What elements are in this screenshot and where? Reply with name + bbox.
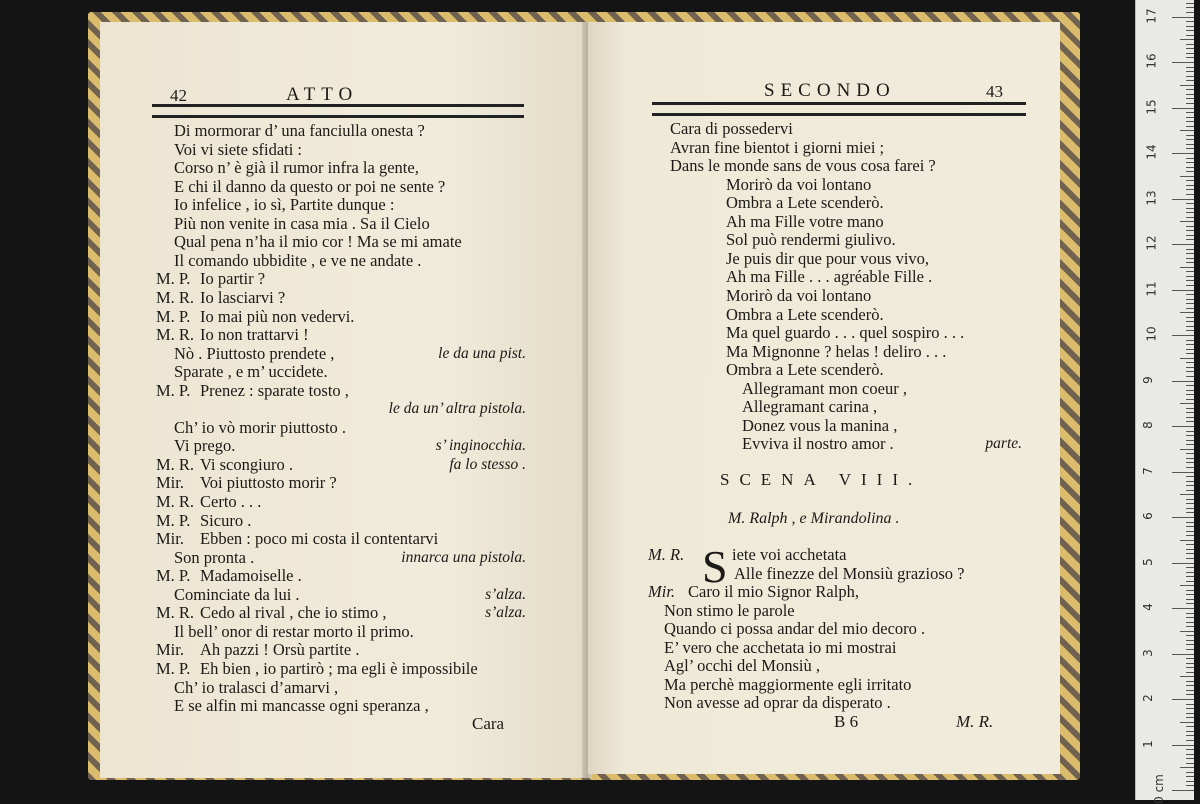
ruler-tick bbox=[1186, 235, 1194, 236]
speaker-label: M. P. bbox=[156, 566, 191, 586]
ruler-tick bbox=[1186, 390, 1194, 391]
ruler-tick bbox=[1172, 654, 1194, 655]
ruler-tick bbox=[1186, 330, 1194, 331]
ruler-tick bbox=[1186, 180, 1194, 181]
ruler-tick bbox=[1186, 94, 1194, 95]
verse-line: Eh bien , io partirò ; ma egli è impossibile bbox=[200, 658, 478, 678]
ruler-tick bbox=[1186, 408, 1194, 409]
verse-line: Cedo al rival , che io stimo , bbox=[200, 603, 387, 623]
verse-line: Ma Mignonne ? helas ! deliro . . . bbox=[726, 341, 947, 361]
ruler-tick bbox=[1186, 35, 1194, 36]
ruler-label: 14 bbox=[1144, 144, 1159, 160]
verse-line: Il bell’ onor di restar morto il primo. bbox=[174, 621, 414, 641]
ruler-tick bbox=[1186, 599, 1194, 600]
ruler-tick bbox=[1186, 212, 1194, 213]
ruler-tick bbox=[1186, 467, 1194, 468]
verse-line: Ah pazzi ! Orsù partite . bbox=[200, 640, 360, 660]
stage-direction: s’alza. bbox=[485, 604, 526, 622]
verse-line: Ma perchè maggiormente egli irritato bbox=[664, 674, 912, 694]
ruler-tick bbox=[1186, 726, 1194, 727]
ruler-tick bbox=[1186, 194, 1194, 195]
ruler-tick bbox=[1186, 376, 1194, 377]
ruler-tick bbox=[1186, 76, 1194, 77]
speaker-label: Mir. bbox=[156, 640, 184, 660]
ruler-label: 11 bbox=[1144, 280, 1159, 297]
ruler-tick bbox=[1186, 226, 1194, 227]
ruler-tick bbox=[1186, 317, 1194, 318]
verse-line: iete voi acchetata bbox=[732, 545, 847, 564]
ruler-label: 16 bbox=[1144, 53, 1159, 69]
ruler-tick bbox=[1186, 508, 1194, 509]
ruler-tick bbox=[1180, 403, 1194, 404]
ruler-tick bbox=[1186, 531, 1194, 532]
ruler-tick bbox=[1186, 785, 1194, 786]
ruler-tick bbox=[1186, 189, 1194, 190]
ruler-tick bbox=[1186, 581, 1194, 582]
ruler-tick bbox=[1186, 776, 1194, 777]
speaker-label: M. R. bbox=[156, 492, 195, 511]
verse-line: Ah ma Fille . . . agréable Fille . bbox=[726, 267, 933, 287]
verse-line: Avran fine bientot i giorni miei ; bbox=[670, 137, 885, 157]
verse-line: Dans le monde sans de vous cosa farei ? bbox=[670, 156, 936, 176]
ruler-tick bbox=[1186, 249, 1194, 250]
ruler-tick bbox=[1186, 144, 1194, 145]
ruler-tick bbox=[1186, 558, 1194, 559]
ruler-tick bbox=[1186, 399, 1194, 400]
ruler-tick bbox=[1180, 631, 1194, 632]
right-page-number: 43 bbox=[986, 82, 1003, 101]
ruler-tick bbox=[1186, 644, 1194, 645]
scene-heading: SCENA VIII. bbox=[720, 470, 923, 489]
ruler-tick bbox=[1186, 590, 1194, 591]
ruler-tick bbox=[1180, 676, 1194, 677]
left-page-number: 42 bbox=[170, 86, 187, 105]
ruler-tick bbox=[1186, 649, 1194, 650]
ruler-label: 5 bbox=[1140, 557, 1155, 566]
verse-line: Corso n’ è già il rumor infra la gente, bbox=[174, 158, 419, 178]
verse-line: Io mai più non vedervi. bbox=[200, 306, 355, 326]
ruler-tick bbox=[1186, 704, 1194, 705]
ruler-tick bbox=[1186, 308, 1194, 309]
ruler-tick bbox=[1180, 767, 1194, 768]
ruler-tick bbox=[1186, 735, 1194, 736]
ruler-tick bbox=[1186, 499, 1194, 500]
verse-line: Io infelice , io sì, Partite dunque : bbox=[174, 195, 395, 215]
ruler-tick bbox=[1172, 199, 1194, 200]
stage-direction: le da un’ altra pistola. bbox=[388, 400, 526, 418]
ruler-tick bbox=[1186, 526, 1194, 527]
verse-line: Nò . Piuttosto prendete , bbox=[174, 343, 335, 363]
speaker-label: M. R. bbox=[648, 545, 685, 564]
ruler-tick bbox=[1186, 444, 1194, 445]
verse-line: Cara di possedervi bbox=[670, 119, 793, 138]
left-running-header: ATTO bbox=[286, 84, 359, 105]
verse-line: Vi scongiuro . bbox=[200, 454, 293, 474]
ruler-tick bbox=[1180, 176, 1194, 177]
ruler-label: 3 bbox=[1140, 648, 1155, 657]
ruler-tick bbox=[1186, 522, 1194, 523]
verse-line: Agl’ occhi del Monsiù , bbox=[664, 656, 820, 676]
ruler-label: 1 bbox=[1140, 739, 1155, 748]
ruler-tick bbox=[1186, 44, 1194, 45]
ruler-tick bbox=[1186, 681, 1194, 682]
speaker-label: M. P. bbox=[156, 269, 191, 289]
verse-line: Ebben : poco mi costa il contentarvi bbox=[200, 529, 439, 549]
verse-line: Son pronta . bbox=[174, 547, 255, 567]
ruler-tick bbox=[1186, 553, 1194, 554]
speaker-label: M. P. bbox=[156, 510, 191, 530]
right-catchword: M. R. bbox=[956, 712, 994, 731]
ruler-tick bbox=[1186, 121, 1194, 122]
speaker-label: Mir. bbox=[156, 473, 184, 493]
ruler-tick bbox=[1186, 617, 1194, 618]
ruler-tick bbox=[1186, 349, 1194, 350]
ruler-tick bbox=[1186, 67, 1194, 68]
verse-line: Di mormorar d’ una fanciulla onesta ? bbox=[174, 121, 425, 140]
ruler-tick bbox=[1186, 535, 1194, 536]
speaker-label: Mir. bbox=[648, 582, 676, 602]
verse-line: Più non venite in casa mia . Sa il Cielo bbox=[174, 213, 430, 233]
ruler-tick bbox=[1186, 321, 1194, 322]
ruler-tick bbox=[1180, 130, 1194, 131]
ruler-tick bbox=[1186, 731, 1194, 732]
ruler-tick bbox=[1172, 426, 1194, 427]
ruler-tick bbox=[1186, 185, 1194, 186]
left-catchword: Cara bbox=[472, 714, 505, 733]
ruler-tick bbox=[1186, 658, 1194, 659]
ruler-tick bbox=[1186, 21, 1194, 22]
ruler-tick bbox=[1186, 417, 1194, 418]
verse-line: Morirò da voi lontano bbox=[726, 174, 872, 194]
ruler-tick bbox=[1172, 381, 1194, 382]
verse-line: E se alfin mi mancasse ogni speranza , bbox=[174, 696, 429, 716]
verse-line: Allegramant mon coeur , bbox=[742, 378, 907, 398]
ruler-tick bbox=[1186, 326, 1194, 327]
ruler-tick bbox=[1186, 80, 1194, 81]
ruler-tick bbox=[1186, 117, 1194, 118]
ruler-label: 6 bbox=[1140, 512, 1155, 520]
ruler-tick bbox=[1172, 108, 1194, 109]
ruler-tick bbox=[1172, 244, 1194, 245]
ruler-tick bbox=[1186, 490, 1194, 491]
speaker-label: M. R. bbox=[156, 603, 195, 623]
speaker-label: Mir. bbox=[156, 529, 184, 549]
ruler-tick bbox=[1186, 453, 1194, 454]
ruler-tick bbox=[1186, 362, 1194, 363]
verse-line: Ch’ io vò morir piuttosto . bbox=[174, 417, 347, 437]
verse-line: Evviva il nostro amor . bbox=[742, 434, 894, 454]
ruler-tick bbox=[1186, 367, 1194, 368]
ruler-tick bbox=[1186, 781, 1194, 782]
ruler-tick bbox=[1186, 57, 1194, 58]
ruler-tick bbox=[1186, 754, 1194, 755]
ruler-tick bbox=[1186, 53, 1194, 54]
ruler-tick bbox=[1186, 412, 1194, 413]
ruler-tick bbox=[1186, 708, 1194, 709]
ruler-tick bbox=[1186, 713, 1194, 714]
ruler-tick bbox=[1186, 371, 1194, 372]
ruler-tick bbox=[1180, 267, 1194, 268]
ruler-tick bbox=[1186, 353, 1194, 354]
verse-line: Cominciate da lui . bbox=[174, 584, 300, 604]
ruler-tick bbox=[1186, 103, 1194, 104]
ruler-tick bbox=[1186, 303, 1194, 304]
ruler-tick bbox=[1186, 158, 1194, 159]
ruler-label: 10 bbox=[1144, 326, 1159, 342]
ruler-tick bbox=[1186, 613, 1194, 614]
ruler-tick bbox=[1186, 3, 1194, 4]
right-running-header: SECONDO bbox=[764, 80, 896, 101]
ruler-tick bbox=[1186, 285, 1194, 286]
verse-line: E chi il danno da questo or poi ne sente ? bbox=[174, 176, 446, 196]
ruler-tick bbox=[1186, 458, 1194, 459]
speaker-label: M. R. bbox=[156, 325, 195, 345]
ruler-tick bbox=[1186, 48, 1194, 49]
ruler-tick bbox=[1186, 635, 1194, 636]
ruler-tick bbox=[1186, 421, 1194, 422]
ruler-tick bbox=[1172, 62, 1194, 63]
ruler-tick bbox=[1180, 85, 1194, 86]
ruler-tick bbox=[1186, 135, 1194, 136]
ruler-tick bbox=[1186, 299, 1194, 300]
verse-line: Voi vi siete sfidati : bbox=[174, 139, 303, 159]
verse-line: Je puis dir que pour vous vivo, bbox=[726, 248, 930, 268]
ruler-tick bbox=[1186, 763, 1194, 764]
stage-direction: parte. bbox=[985, 435, 1022, 453]
ruler-tick bbox=[1186, 340, 1194, 341]
ruler-tick bbox=[1186, 758, 1194, 759]
ruler-tick bbox=[1180, 449, 1194, 450]
ruler-tick bbox=[1172, 335, 1194, 336]
left-page bbox=[100, 22, 586, 778]
ruler-tick bbox=[1172, 290, 1194, 291]
ruler-tick bbox=[1186, 749, 1194, 750]
ruler-tick bbox=[1186, 481, 1194, 482]
ruler-tick bbox=[1186, 435, 1194, 436]
ruler-label: 13 bbox=[1144, 189, 1159, 206]
left-header-rule bbox=[152, 104, 524, 118]
ruler-tick bbox=[1186, 208, 1194, 209]
ruler-tick bbox=[1186, 549, 1194, 550]
stage-direction: le da una pist. bbox=[438, 344, 526, 362]
ruler-tick bbox=[1186, 112, 1194, 113]
ruler-tick bbox=[1186, 772, 1194, 773]
ruler-tick bbox=[1186, 271, 1194, 272]
verse-line: Qual pena n’ha il mio cor ! Ma se mi amate bbox=[174, 232, 462, 252]
verse-line: Sicuro . bbox=[200, 510, 252, 530]
ruler-tick bbox=[1186, 162, 1194, 163]
ruler-tick bbox=[1186, 603, 1194, 604]
ruler-tick bbox=[1172, 472, 1194, 473]
ruler-tick bbox=[1186, 462, 1194, 463]
ruler-tick bbox=[1172, 563, 1194, 564]
ruler-tick bbox=[1186, 640, 1194, 641]
signature-mark: B 6 bbox=[834, 712, 859, 731]
verse-line: Quando ci possa andar del mio decoro . bbox=[664, 619, 926, 639]
speaker-label: M. R. bbox=[156, 454, 195, 474]
right-header-rule bbox=[652, 102, 1026, 116]
ruler-tick bbox=[1186, 685, 1194, 686]
ruler-tick bbox=[1186, 431, 1194, 432]
ruler-tick bbox=[1186, 26, 1194, 27]
ruler-tick bbox=[1186, 594, 1194, 595]
ruler-tick bbox=[1186, 239, 1194, 240]
ruler-tick bbox=[1172, 17, 1194, 18]
ruler-tick bbox=[1186, 503, 1194, 504]
ruler-tick bbox=[1186, 544, 1194, 545]
ruler-tick bbox=[1186, 203, 1194, 204]
ruler-tick bbox=[1186, 626, 1194, 627]
ruler-tick bbox=[1186, 663, 1194, 664]
verse-line: Allegramant carina , bbox=[742, 397, 878, 417]
ruler-tick bbox=[1186, 667, 1194, 668]
ruler-tick bbox=[1186, 98, 1194, 99]
ruler-tick bbox=[1180, 358, 1194, 359]
verse-line: Donez vous la manina , bbox=[742, 415, 898, 435]
ruler-tick bbox=[1172, 790, 1194, 791]
ruler-tick bbox=[1180, 585, 1194, 586]
ruler-tick bbox=[1180, 494, 1194, 495]
ruler-tick bbox=[1180, 540, 1194, 541]
ruler-tick bbox=[1186, 294, 1194, 295]
ruler-tick bbox=[1186, 258, 1194, 259]
ruler-tick bbox=[1186, 690, 1194, 691]
drop-cap: S bbox=[702, 541, 728, 592]
ruler-tick bbox=[1186, 89, 1194, 90]
ruler-tick bbox=[1186, 30, 1194, 31]
ruler-tick bbox=[1186, 344, 1194, 345]
ruler-label: 7 bbox=[1140, 466, 1155, 475]
verse-line: Ombra a Lete scenderò. bbox=[726, 193, 884, 213]
ruler-tick bbox=[1186, 262, 1194, 263]
stage-direction: s’alza. bbox=[485, 585, 526, 603]
verse-line: Ch’ io tralasci d’amarvi , bbox=[174, 677, 339, 697]
verse-line: Ombra a Lete scenderò. bbox=[726, 360, 884, 380]
verse-line: Sparate , e m’ uccidete. bbox=[174, 362, 328, 382]
verse-line: Ombra a Lete scenderò. bbox=[726, 304, 884, 324]
ruler-tick bbox=[1186, 576, 1194, 577]
ruler-tick bbox=[1180, 39, 1194, 40]
measuring-ruler bbox=[1135, 0, 1194, 804]
verse-line: Il comando ubbidite , e ve ne andate . bbox=[174, 250, 422, 270]
ruler-tick bbox=[1186, 230, 1194, 231]
ruler-label: 0 cm bbox=[1151, 774, 1166, 804]
verse-line: Io non trattarvi ! bbox=[200, 325, 309, 345]
verse-line: Certo . . . bbox=[200, 492, 262, 511]
verse-line: Io lasciarvi ? bbox=[200, 287, 286, 307]
ruler-label: 2 bbox=[1140, 694, 1155, 702]
ruler-tick bbox=[1172, 608, 1194, 609]
verse-line: Vi prego. bbox=[174, 436, 236, 456]
speaker-label: M. P. bbox=[156, 306, 191, 326]
ruler-label: 8 bbox=[1140, 421, 1155, 429]
speaker-label: M. P. bbox=[156, 658, 191, 678]
speaker-label: M. R. bbox=[156, 287, 195, 307]
ruler-label: 4 bbox=[1140, 603, 1155, 611]
ruler-tick bbox=[1186, 440, 1194, 441]
ruler-tick bbox=[1172, 153, 1194, 154]
ruler-tick bbox=[1186, 572, 1194, 573]
ruler-tick bbox=[1186, 71, 1194, 72]
ruler-tick bbox=[1172, 517, 1194, 518]
ruler-tick bbox=[1186, 694, 1194, 695]
verse-line: Non stimo le parole bbox=[664, 600, 795, 620]
ruler-tick bbox=[1186, 740, 1194, 741]
ruler-tick bbox=[1186, 126, 1194, 127]
ruler-label: 9 bbox=[1140, 375, 1155, 384]
verse-line: Madamoiselle . bbox=[200, 566, 302, 586]
ruler-tick bbox=[1186, 280, 1194, 281]
ruler-tick bbox=[1180, 312, 1194, 313]
verse-line: Prenez : sparate tosto , bbox=[200, 380, 349, 400]
ruler-tick bbox=[1186, 385, 1194, 386]
scene-cast: M. Ralph , e Mirandolina . bbox=[728, 510, 900, 527]
verse-line: Alle finezze del Monsiù grazioso ? bbox=[734, 563, 965, 583]
ruler-tick bbox=[1172, 699, 1194, 700]
verse-line: Io partir ? bbox=[200, 269, 266, 289]
ruler-tick bbox=[1180, 221, 1194, 222]
ruler-label: 12 bbox=[1144, 235, 1159, 251]
ruler-tick bbox=[1186, 12, 1194, 13]
ruler-tick bbox=[1172, 745, 1194, 746]
ruler-tick bbox=[1186, 217, 1194, 218]
ruler-tick bbox=[1186, 512, 1194, 513]
ruler-tick bbox=[1186, 7, 1194, 8]
verse-line: Ah ma Fille votre mano bbox=[726, 211, 884, 231]
ruler-tick bbox=[1186, 139, 1194, 140]
ruler-tick bbox=[1186, 476, 1194, 477]
stage-direction: fa lo stesso . bbox=[449, 455, 526, 473]
verse-line: Caro il mio Signor Ralph, bbox=[688, 582, 859, 602]
ruler-tick bbox=[1186, 622, 1194, 623]
verse-line: Sol può rendermi giulivo. bbox=[726, 230, 896, 250]
ruler-label: 17 bbox=[1144, 7, 1159, 24]
ruler-tick bbox=[1186, 276, 1194, 277]
ruler-tick bbox=[1186, 717, 1194, 718]
ruler-tick bbox=[1186, 167, 1194, 168]
ruler-tick bbox=[1186, 394, 1194, 395]
ruler-tick bbox=[1186, 253, 1194, 254]
verse-line: Voi piuttosto morir ? bbox=[200, 473, 337, 493]
stage-direction: s’ inginocchia. bbox=[435, 437, 526, 455]
ruler-tick bbox=[1186, 171, 1194, 172]
verse-line: E’ vero che acchetata io mi mostrai bbox=[664, 637, 897, 657]
ruler-tick bbox=[1186, 672, 1194, 673]
verse-line: Non avesse ad oprar da disperato . bbox=[664, 693, 891, 713]
verse-line: Morirò da voi lontano bbox=[726, 285, 872, 305]
ruler-tick bbox=[1186, 485, 1194, 486]
ruler-tick bbox=[1186, 148, 1194, 149]
right-page bbox=[588, 22, 1060, 774]
ruler-tick bbox=[1180, 722, 1194, 723]
ruler-tick bbox=[1186, 567, 1194, 568]
speaker-label: M. P. bbox=[156, 380, 191, 400]
ruler-label: 15 bbox=[1144, 98, 1159, 115]
stage-direction: innarca una pistola. bbox=[401, 548, 526, 566]
verse-line: Ma quel guardo . . . quel sospiro . . . bbox=[726, 323, 965, 343]
